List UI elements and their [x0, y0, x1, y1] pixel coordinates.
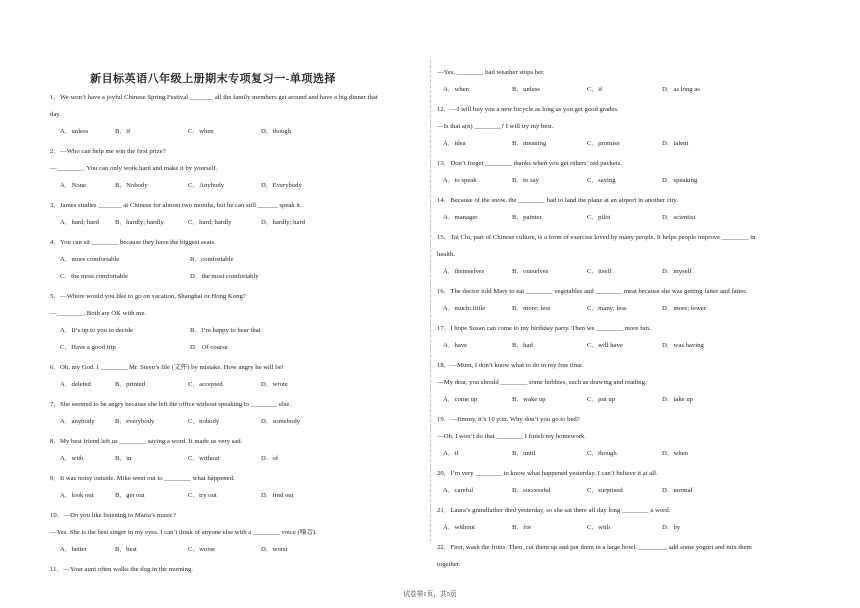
option-c[interactable]: C．with [587, 524, 611, 531]
answer-options [437, 487, 802, 495]
option-d[interactable]: D．as long as [662, 86, 700, 93]
option-a[interactable]: A．come up [443, 396, 478, 403]
option-a[interactable]: A．It’s up to you to decide [60, 327, 133, 334]
answer-options [50, 256, 426, 264]
question-text: 11．—Your aunt often walks the dog in the morning. [50, 566, 194, 573]
answer-options [50, 128, 426, 136]
answer-options [437, 86, 802, 94]
question-text: 4．You can sit ________ because they have the biggest seats. [50, 239, 216, 246]
answer-options [50, 327, 426, 335]
option-a[interactable]: A．anybody [60, 418, 95, 425]
option-d[interactable]: D．find out [261, 492, 294, 499]
answer-options [50, 492, 426, 500]
option-c[interactable]: C．many; less [587, 305, 627, 312]
option-b[interactable]: B．hardly; hardly [115, 219, 164, 226]
page-title: 新目标英语八年级上册期末专项复习一-单项选择 [90, 73, 336, 85]
question-line: —________. You can only work hard and make it by yourself. [50, 165, 218, 172]
question-text: 1．We won’t have a joyful Chinese Spring Festival _______ all the family members get around and have a big dinner that [50, 94, 378, 101]
option-c[interactable]: C．worse [188, 546, 216, 553]
option-b[interactable]: B．wake up [512, 396, 546, 403]
option-d[interactable]: D．speaking [662, 177, 698, 184]
question-text: 10．—Do you like listening to Maria’s music? [50, 512, 176, 519]
option-d[interactable]: D．of [261, 455, 279, 462]
option-d[interactable]: D．Everybody [261, 182, 302, 189]
option-d[interactable]: D．was having [662, 342, 704, 349]
option-a[interactable]: A．better [60, 546, 87, 553]
answer-options [437, 450, 802, 458]
option-c[interactable]: C．Anybody [188, 182, 225, 189]
question-text: 19．—Jimmy, it’s 10 p.m. Why don’t you go to bed? [437, 416, 580, 423]
question-text: 12．—I will buy you a new bicycle as long as you get good grades. [437, 106, 619, 113]
question-line: —Is that a(n) ________? I will try my best. [437, 123, 554, 130]
option-b[interactable]: B．successful [512, 487, 551, 494]
answer-options [437, 342, 802, 350]
option-a[interactable]: A．themselves [443, 268, 485, 275]
option-b[interactable]: B．had [512, 342, 533, 349]
option-d[interactable]: D．Of course [190, 344, 228, 351]
option-a[interactable]: A．None [60, 182, 87, 189]
option-b[interactable]: B．I’m happy to hear that [190, 327, 261, 334]
answer-options [50, 344, 426, 352]
answer-options [437, 214, 802, 222]
option-c[interactable]: C．hard; hardly [188, 219, 232, 226]
left-column [50, 94, 426, 583]
option-c[interactable]: C．if [587, 86, 603, 93]
question-line: —Yes. She is the best singer in my eyes. I can’t think of anyone else with a ________ voice (嗓音). [50, 529, 318, 536]
answer-options [50, 219, 426, 227]
option-b[interactable]: B．painter [512, 214, 542, 221]
option-a[interactable]: A．deleted [60, 381, 91, 388]
option-d[interactable]: D．by [662, 524, 681, 531]
question-text: 8．My best friend left us ________ saying a word. It made us very sad. [50, 438, 243, 445]
option-c[interactable]: C．surprised [587, 487, 623, 494]
option-d[interactable]: D．scientist [662, 214, 696, 221]
question-line: —Oh, I won’t do that ________ I finish my homework. [437, 433, 587, 440]
question-text: 6．Oh, my God. I ________ Mr. Steen’s file (文件) by mistake. How angry he will be! [50, 364, 284, 371]
answer-options [437, 305, 802, 313]
option-a[interactable]: A．idea [443, 140, 466, 147]
question-line: health. [437, 251, 456, 258]
option-a[interactable]: A．to speak [443, 177, 477, 184]
option-a[interactable]: A．if [443, 450, 459, 457]
question-text: 22．First, wash the fruits. Then, cut them up and put them in a large bowl. ________, add some yogurt and mix them [437, 544, 752, 551]
option-c[interactable]: C．pilot [587, 214, 611, 221]
option-b[interactable]: B．Nobody [115, 182, 148, 189]
option-c[interactable]: C．when [188, 128, 214, 135]
option-b[interactable]: B．unless [512, 86, 540, 93]
answer-options [50, 418, 426, 426]
page-footer: 试卷第1页，共5页 [403, 591, 457, 598]
option-a[interactable]: A．unless [60, 128, 89, 135]
option-c[interactable]: C．itself [587, 268, 612, 275]
question-text: 15．Tai Chi, part of Chinese culture, is a form of exercise loved by many people. It helps people improve ________ in [437, 234, 756, 241]
option-b[interactable]: B．to say [512, 177, 539, 184]
option-b[interactable]: B．if [115, 128, 131, 135]
answer-options [50, 273, 426, 281]
option-b[interactable]: B．everybody [115, 418, 155, 425]
right-column [437, 69, 802, 578]
option-c[interactable]: C．Have a good trip [60, 344, 116, 351]
option-c[interactable]: C．accepted [188, 381, 223, 388]
question-text: 21．Laura’s grandfather died yesterday, so she sat there all day long ________ a word. [437, 507, 671, 514]
question-text: 9．It was noisy outside. Mike went out to ________ what happened. [50, 475, 235, 482]
option-a[interactable]: A．more comfortable [60, 256, 120, 263]
option-b[interactable]: B．get out [115, 492, 145, 499]
option-c[interactable]: C．put up [587, 396, 616, 403]
option-b[interactable]: B．until [512, 450, 536, 457]
option-d[interactable]: D．myself [662, 268, 692, 275]
option-b[interactable]: B．best [115, 546, 137, 553]
option-b[interactable]: B．ourselves [512, 268, 549, 275]
option-a[interactable]: A．manager [443, 214, 478, 221]
question-text: 20．I’m very ________ to know what happened yesterday. I can’t believe it at all. [437, 470, 658, 477]
option-d[interactable]: D．normal [662, 487, 693, 494]
question-text: 17．I hope Susan can come to my birthday party. Then we ________ more fun. [437, 325, 651, 332]
answer-options [437, 177, 802, 185]
option-a[interactable]: A．when [443, 86, 470, 93]
option-d[interactable]: D．the most comfortably [190, 273, 259, 280]
option-d[interactable]: D．worst [261, 546, 288, 553]
question-text: —Yes, ________ bad weather stops her. [437, 69, 545, 76]
option-b[interactable]: B．more; less [512, 305, 551, 312]
column-divider [430, 60, 431, 542]
option-c[interactable]: C．without [188, 455, 220, 462]
question-text: 13．Don’t forget ________ thanks when you get others’ red packets. [437, 160, 622, 167]
option-a[interactable]: A．much; little [443, 305, 486, 312]
answer-options [50, 182, 426, 190]
option-a[interactable]: A．look out [60, 492, 94, 499]
option-b[interactable]: B．meaning [512, 140, 547, 147]
option-d[interactable]: D．hardly; hard [261, 219, 306, 226]
option-c[interactable]: C．nobody [188, 418, 220, 425]
question-line: —________. Both are OK with me. [50, 310, 147, 317]
answer-options [50, 546, 426, 554]
answer-options [50, 455, 426, 463]
question-line: —My dear, you should ________ some hobbies, such as drawing and reading. [437, 379, 647, 386]
option-a[interactable]: A．careful [443, 487, 474, 494]
option-a[interactable]: A．with [60, 455, 84, 462]
answer-options [50, 381, 426, 389]
option-a[interactable]: A．hard; hard [60, 219, 99, 226]
option-b[interactable]: B．printed [115, 381, 146, 388]
option-d[interactable]: D．take up [662, 396, 694, 403]
option-c[interactable]: C．promise [587, 140, 620, 147]
option-c[interactable]: C．the most comfortable [60, 273, 128, 280]
answer-options [437, 268, 802, 276]
option-d[interactable]: D．more; fewer [662, 305, 707, 312]
option-b[interactable]: B．in [115, 455, 132, 462]
question-text: 7．She seemed to be angry because she left the office without speaking to ________ else. [50, 401, 292, 408]
question-text: 16．The doctor told Mary to eat ________ vegetables and ________ meat because she was getting fatter and fatter. [437, 288, 747, 295]
option-a[interactable]: A．without [443, 524, 475, 531]
option-d[interactable]: D．though [261, 128, 292, 135]
option-d[interactable]: D．wrote [261, 381, 288, 388]
question-text: 3．James studies _______ at Chinese for almost two months, but he can still ______ speak it. [50, 202, 302, 209]
question-line: day. [50, 111, 61, 118]
answer-options [437, 140, 802, 148]
question-line: together. [437, 561, 461, 568]
answer-options [437, 524, 802, 532]
question-text: 2．—Who can help me win the first prize? [50, 148, 166, 155]
option-c[interactable]: C．try out [188, 492, 217, 499]
option-d[interactable]: D．when [662, 450, 689, 457]
option-d[interactable]: D．talent [662, 140, 689, 147]
option-a[interactable]: A．have [443, 342, 468, 349]
answer-options [437, 396, 802, 404]
question-text: 18．—Mum, I don’t know what to do in my free time. [437, 362, 584, 369]
option-c[interactable]: C．will have [587, 342, 623, 349]
option-b[interactable]: B．comfortable [190, 256, 234, 263]
option-d[interactable]: D．somebody [261, 418, 301, 425]
option-b[interactable]: B．for [512, 524, 531, 531]
question-text: 5．—Where would you like to go on vacation, Shanghai or Hong Kong? [50, 293, 246, 300]
option-c[interactable]: C．though [587, 450, 617, 457]
question-text: 14．Because of the snow, the ________ had to land the plane at an airport in another city. [437, 197, 678, 204]
option-c[interactable]: C．saying [587, 177, 616, 184]
